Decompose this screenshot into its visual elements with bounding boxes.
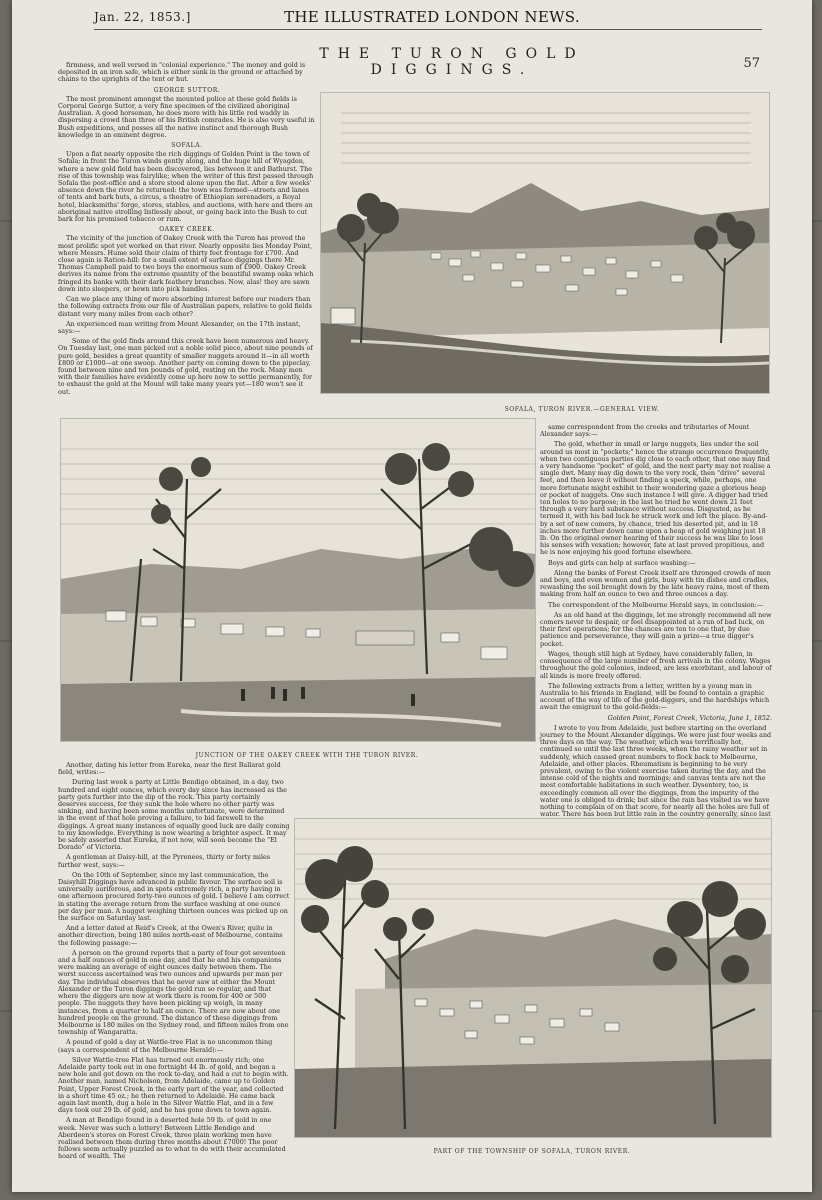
caption-oakey-junction: JUNCTION OF THE OAKEY CREEK WITH THE TURON RIVER. [195, 752, 419, 759]
paragraph: A pound of gold a day at Wattle-tree Flat is no uncommon thing (says a correspondent of the Melbourne Herald):— [58, 1038, 273, 1054]
issue-date: Jan. 22, 1853.] [94, 10, 191, 24]
engraving-drawing [321, 93, 769, 393]
paragraph: A person on the ground reports that a party of four got seventeen and a half ounces of gold in one day, and that he and his companions were making an average of eight ounces daily between them. The worst success ascertained was two ounces and upwards per man per day. The individual observes that he never saw at either the Mount Alexander or the Turon diggings the gold run so regular, and that where the diggers are now at work there is room for 400 or 500 people. The nuggets they have been picking up weigh, in many instances, from a quarter to half an ounce. There are now about one hundred people on the ground. The distance of these diggings from Melbourne is 180 miles on the Sydney road, and fifteen miles from one township of Wangaratta. [58, 948, 289, 1037]
paragraph: A gentleman at Daisy-hill, at the Pyrenees, thirty or forty miles further west, says:— [58, 853, 271, 869]
header-rule [94, 29, 762, 30]
caption-sofala-township: PART OF THE TOWNSHIP OF SOFALA, TURON RIVER. [433, 1148, 631, 1155]
left-column-bottom [58, 761, 290, 1161]
paragraph: The vicinity of the junction of Oakey Creek with the Turon has proved the most prolific spot yet worked on that river. Nearly opposite lies Monday Point, where Messrs. Hume sold their claim of thirty feet frontage for £700. And close again is Ration-hill: for a small extent of surface diggings there Mr. Thomas Campbell paid to two boys the enormous sum of £900. Oakey Creek derives its name from the extreme quantity of the beautiful swamp oaks which fringed its banks with their dark feathery branches. Now, alas! they are sawn down into sleepers, or hewn into pick handles. [58, 234, 314, 293]
paragraph: firmness, and well versed in "colonial experience." The money and gold is deposited in an iron safe, which is either sunk in the ground or attached by chains to the uprights of the tent or hut. [58, 61, 306, 84]
paragraph: Silver Wattle-tree Flat has turned out enormously rich; one Adelaide party took out in one fortnight 44 lb. of gold, and began a new hole and got down on the rock to-day, and had a cut to begin with. Another man, named Nicholson, from Adelaide, came up to Golden Point, Upper Forest Creek, in the early part of the year, and collected in a short time 45 oz.; he then returned to Adelaide. He came back again last month, dug a hole in the Silver Wattle Flat, and in a few days took out 29 lb. of gold, and he has gone down to town again. [58, 1055, 289, 1115]
paragraph: Some of the gold finds around this creek have been numerous and heavy. On Tuesday last, one man picked out a noble solid piece, about nine pounds of pure gold, besides a great quantity of smaller nuggets around it—in all worth £800 or £1000—at one swoop. Another party on coming down to the pipeclay, found between nine and ten pounds of gold, resting on the rock. Many men with their families have evidently come up here now to settle permanently, for to exhaust the gold at the Mount will take many years yet—180 won't see it out. [58, 337, 313, 396]
paragraph: A man at Bendigo found in a deserted hole 59 lb. of gold in one week. Never was such a lottery! Between Little Bendigo and Aberdeen's stores on Forest Creek, three plain working men have realised between them during three months about £7000! The poor fellows seem actually puzzled as to what to do with their accumulated hoard of wealth. The [58, 1116, 286, 1161]
paragraph: Another, dating his letter from Eureka, near the first Ballarat gold field, writes:— [58, 761, 281, 777]
paragraph: An experienced man writing from Mount Alexander, on the 17th instant, says:— [58, 319, 301, 335]
engraving-oakey-creek-junction [60, 418, 536, 742]
paragraph: The most prominent amongst the mounted police at these gold fields is Corporal George Suttor, a very fine specimen of the civilized aboriginal Australian. A good horseman, he does more with his little red waddy in dispersing a crowd than three of his British comrades. He is also very useful in Bush expeditions, and posses all the native instinct and thorough Bush knowledge in an eminent degree. [58, 94, 315, 139]
engraving-drawing [295, 819, 771, 1137]
engraving-drawing [61, 419, 535, 741]
paragraph: Can we place any thing of more absorbing interest before our readers than the following extracts from our file of Australian papers, relative to gold fields distant very many miles from each other? [58, 295, 312, 318]
page-number: 57 [743, 56, 760, 71]
section-heading: GEORGE SUTTOR. [153, 86, 221, 94]
section-heading: OAKEY CREEK. [159, 226, 215, 234]
paragraph: Boys and girls can help at surface washing:— [548, 558, 696, 567]
right-column-middle [540, 423, 772, 819]
letter-dateline: Golden Point, Forest Creek, Victoria, June 1, 1852. [607, 713, 772, 722]
paragraph: The following extracts from a letter, written by a young man in Australia to his friends in England, will be found to contain a graphic account of the way of life of the gold-diggers, and the hardships which await the emigrant to the gold-fields:— [540, 681, 770, 712]
engraving-sofala-township [294, 818, 772, 1138]
paragraph: During last week a party at Little Bendigo obtained, in a day, two hundred and eight ounces, which every day since has increased as the party gets further into the dip of the rock. This party certainly deserves success, for they sunk the hole where no other party was sinking, and having been some months unfortunate, were determined in the event of that hole proving a failure, to bid farewell to the diggings. A great many instances of equally good luck are daily coming to my knowledge. Everything is now wearing a brighter aspect. It may be safely asserted that Eureka, if not now, will soon become the "El Dorado" of Victoria. [58, 778, 290, 852]
paragraph: Wages, though still high at Sydney, have considerably fallen, in consequence of the large number of fresh arrivals in the colony. Wages throughout the gold colonies, indeed, are less exorbitant, and labour of all kinds is more freely offered. [540, 649, 772, 680]
section-heading: SOFALA. [171, 142, 203, 150]
paragraph: Along the banks of Forest Creek itself are thronged crowds of men and boys, and even women and girls, busy with tin dishes and cradles, rewashing the soil brought down by the late heavy rains, most of them making from half an ounce to two and three ounces a day. [540, 568, 771, 599]
paragraph: And a letter dated at Reid's Creek, at the Owen's River, quite in another direction, being 180 miles north-east of Melbourne, contains the following passage:— [58, 924, 283, 947]
masthead: THE ILLUSTRATED LONDON NEWS. [284, 8, 580, 26]
paragraph: As an old hand at the diggings, let me strongly recommend all new comers never to despair, or feel disappointed at a run of bad luck, on their first operations; for the chances are ten to one that, by due patience and perseverance, they will gain a prize—a true digger's pocket. [540, 610, 772, 648]
paragraph: The gold, whether in small or large nuggets, lies under the soil around us most in "pockets;" hence the strange occurrence frequently, when two contiguous parties dig close to each other, that one may find a very handsome "pocket" of gold, and the next party may not realise a single dwt. Many may dig down to the very rock, then "drive" several feet, and then leave it without finding a speck, while, perhaps, one more fortunate might exhibit to their wondering gaze a glorious heap or pocket of nuggets. One such instance I will give. A digger had tried ten holes to no purpose; in the last he tried he went down 21 feet through a very hard substance without success. Disgusted, as he termed it, with his bad luck he struck work and left the place. By-and-by a set of new comers, by chance, tried his deserted pit, and in 18 inches more further down came upon a heap of gold weighing just 18 lb. On the original owner hearing of their success he was like to lose his senses with vexation; however, fate at last proved propitious, and he is now enjoying his good fortune elsewhere. [540, 440, 771, 557]
paragraph: The correspondent of the Melbourne Herald says, in conclusion:— [548, 600, 764, 609]
left-column-top [58, 61, 316, 396]
caption-sofala-general: SOFALA, TURON RIVER.—GENERAL VIEW. [504, 406, 660, 413]
article-title: THE TURON GOLD DIGGINGS. [319, 46, 585, 78]
engraving-sofala-general-view [320, 92, 770, 394]
paragraph: I wrote to you from Adelaide, just before starting on the overland journey to the Mount Alexander diggings. We were just four weeks and three days on the way. The weather, which was terrifically hot, continued so until the last three weeks, when the rainy weather set in suddenly, which caused great numbers to flock back to Melbourne, Adelaide, and other places. Rheumatism is beginning to be very prevalent, owing to the violent exercise taken during the day, and the intense cold of the nights and mornings; and canvas tents are not the most comfortable habitations in such weather. Dysentery, too, is exceedingly common all over the diggings, from the impurity of the water one is obliged to drink; but since the rain has visited us we have nothing to complain of on that score, for nearly all the holes are full of water. There has been but little rain in the country generally, since last [540, 723, 772, 819]
paragraph: same correspondent from the creeks and tributaries of Mount Alexander says:— [540, 423, 750, 439]
paragraph: Upon a flat nearly opposite the rich diggings of Golden Point is the town of Sofala; in front the Turon winds gently along, and the huge hill of Wyagden, where a new gold field has been discovered, lies between it and Bathurst. The rise of this township was fairylike; when the writer of this first passed through Sofala the post-office and a store stood alone upon the flat. After a few weeks' absence down the river he returned: the town was formed—streets and lanes of tents and bark huts, a circus, a theatre of Ethiopian serenaders, a Royal hotel, blacksmiths' forge, stores, stables, and auctions, with here and there an aboriginal native strolling listlessly about, or going back into the Bush to cut bark for his promised tobacco or rum. [58, 150, 314, 224]
paragraph: On the 10th of September, since my last communication, the Daisyhill Diggings have advanced in public favour. The surface soil is universally auriferous, and in spots extremely rich, a party having in one afternoon procured forty-two ounces of gold. I believe I am correct in stating the average return from the surface washing at one ounce per day per man. A nugget weighing thirteen ounces was picked up on the surface on Saturday last. [58, 870, 290, 923]
newspaper-page [12, 0, 812, 1192]
